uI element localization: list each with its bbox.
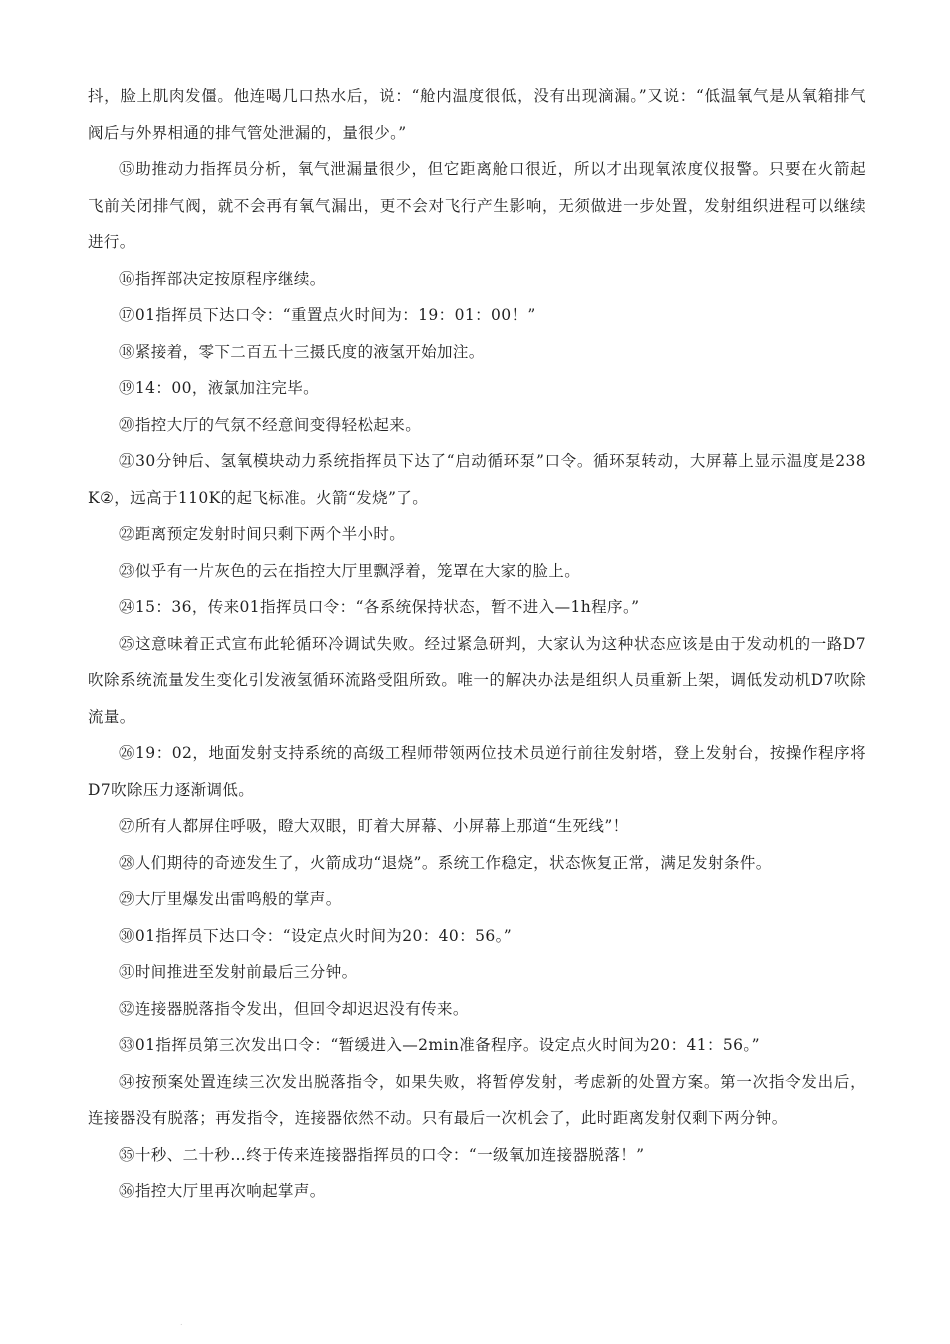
paragraph-17: ⑰01指挥员下达口令：“重置点火时间为：19：01：00！” <box>119 306 536 324</box>
paragraph-29: ㉙大厅里爆发出雷鸣般的掌声。 <box>119 890 342 908</box>
paragraph-31: ㉛时间推进至发射前最后三分钟。 <box>119 963 358 981</box>
paragraph-25: ㉕这意味着正式宣布此轮循环冷调试失败。经过紧急研判，大家认为这种状态应该是由于发动机的一路D7吹除系统流量发生变化引发液氢循环流路受阻所致。唯一的解决办法是组织人员重新上架，调低发动机D7吹除流量。 <box>88 634 866 726</box>
paragraph-18: ⑱紧接着，零下二百五十三摄氏度的液氢开始加注。 <box>119 342 485 361</box>
paragraph-22: ㉒距离预定发射时间只剩下两个半小时。 <box>119 525 406 543</box>
paragraph-36: ㊱指控大厅里再次响起掌声。 <box>119 1182 326 1200</box>
paragraph-33: ㉝01指挥员第三次发出口令：“暂缓进入—2min准备程序。设定点火时间为20：41：56。” <box>119 1036 760 1054</box>
document-body <box>88 78 866 1210</box>
paragraph-35: ㉟十秒、二十秒…终于传来连接器指挥员的口令：“一级氧加连接器脱落！” <box>119 1145 645 1164</box>
paragraph-28: ㉘人们期待的奇迹发生了，火箭成功“退烧”。系统工作稳定，状态恢复正常，满足发射条件。 <box>119 853 772 872</box>
paragraph-32: ㉜连接器脱落指令发出，但回令却迟迟没有传来。 <box>119 999 469 1018</box>
paragraph-19: ⑲14：00，液氯加注完毕。 <box>119 379 320 397</box>
paragraph-20: ⑳指控大厅的气氛不经意间变得轻松起来。 <box>119 415 422 434</box>
paragraph-15: ⑮助推动力指挥员分析，氧气泄漏量很少，但它距离舱口很近，所以才出现氧浓度仪报警。只要在火箭起飞前关闭排气阀，就不会再有氧气漏出，更不会对飞行产生影响，无须做进一步处置，发射组织进程可以继续进行。 <box>88 160 866 251</box>
paragraph-21: ㉑30分钟后、氢氧模块动力系统指挥员下达了“启动循环泵”口令。循环泵转动，大屏幕上显示温度是238K②，远高于110K的起飞标准。火箭“发烧”了。 <box>88 452 866 507</box>
paragraph-24: ㉔15：36，传来01指挥员口令：“各系统保持状态，暂不进入—1h程序。” <box>119 598 640 616</box>
paragraph-continuation: 抖，脸上肌肉发僵。他连喝几口热水后，说：“舱内温度很低，没有出现滴漏。”又说：“低温氧气是从氧箱排气阀后与外界相通的排气管处泄漏的，量很少。” <box>88 87 866 142</box>
paragraph-23: ㉓似乎有一片灰色的云在指控大厅里飘浮着，笼罩在大家的脸上。 <box>119 561 581 580</box>
footer-mark: . <box>180 1318 183 1327</box>
paragraph-34: ㉞按预案处置连续三次发出脱落指令，如果失败，将暂停发射，考虑新的处置方案。第一次指令发出后，连接器没有脱落；再发指令，连接器依然不动。只有最后一次机会了，此时距离发射仅剩下两分钟。 <box>88 1072 866 1127</box>
paragraph-16: ⑯指挥部决定按原程序继续。 <box>119 269 326 288</box>
paragraph-26: ㉖19：02，地面发射支持系统的高级工程师带领两位技术员逆行前往发射塔，登上发射台，按操作程序将D7吹除压力逐渐调低。 <box>88 744 866 799</box>
paragraph-27: ㉗所有人都屏住呼吸，瞪大双眼，盯着大屏幕、小屏幕上那道“生死线”！ <box>119 817 629 835</box>
paragraph-30: ㉚01指挥员下达口令：“设定点火时间为20：40：56。” <box>119 926 513 945</box>
